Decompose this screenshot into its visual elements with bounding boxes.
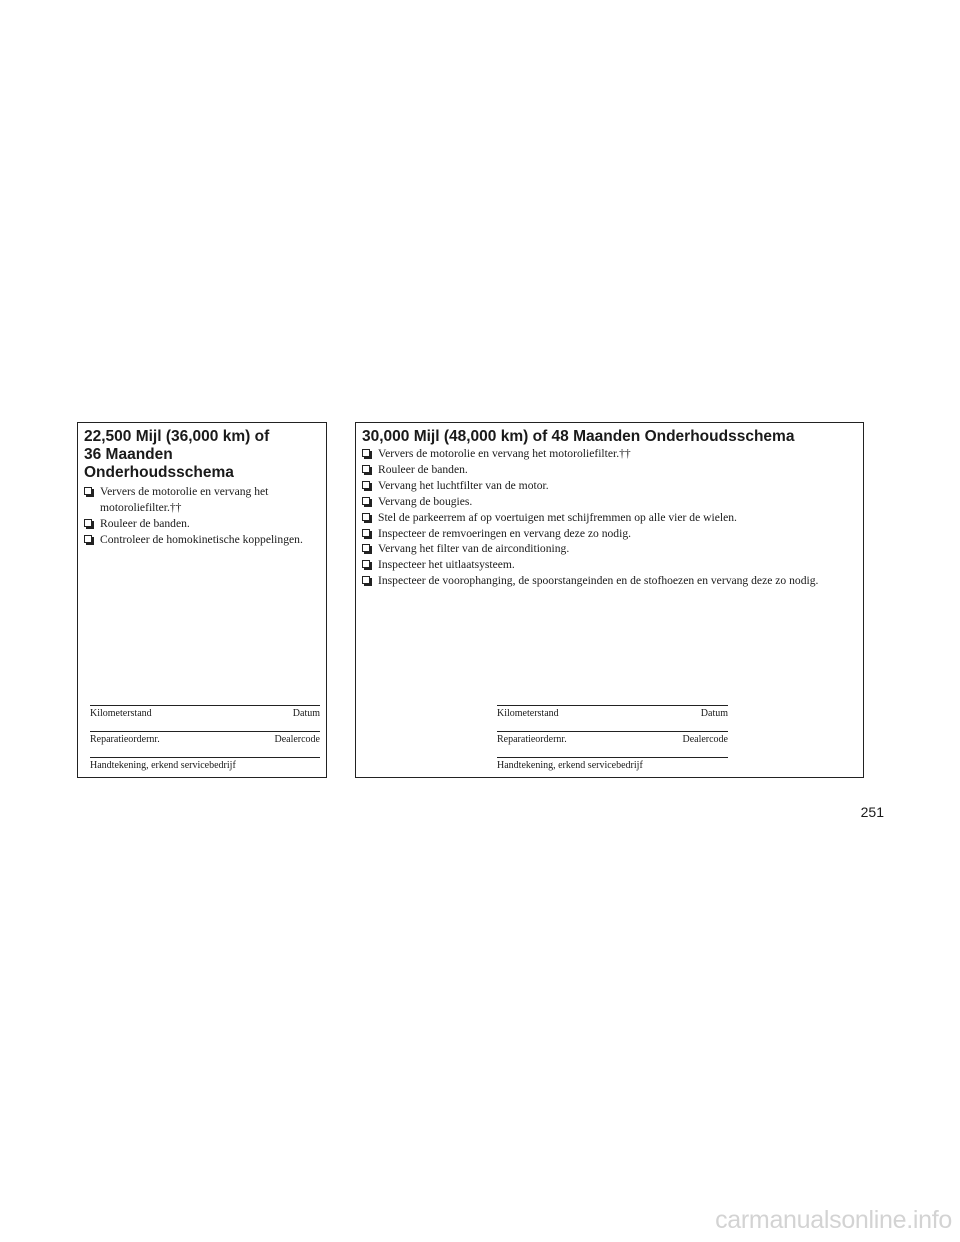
task-label: Vervang het luchtfilter van de motor.: [378, 478, 549, 492]
checkbox-icon[interactable]: [84, 487, 92, 495]
task-item: [362, 494, 857, 510]
dealer-code-label: Dealercode: [274, 734, 320, 745]
title-line: 22,500 Mijl (36,000 km) of: [84, 428, 270, 445]
checkbox-icon[interactable]: [362, 465, 370, 473]
task-item: [84, 532, 324, 548]
checkbox-icon[interactable]: [362, 544, 370, 552]
watermark: carmanualsonline.info: [715, 1206, 952, 1234]
task-item: [362, 478, 857, 494]
checkbox-icon[interactable]: [362, 481, 370, 489]
task-list: [84, 484, 324, 548]
signature-row-signature: [497, 757, 728, 783]
task-item: [362, 541, 857, 557]
task-list: [362, 446, 857, 589]
task-label: Ververs de motorolie en vervang het motoroliefilter.††: [378, 447, 631, 460]
task-label: Inspecteer het uitlaatsysteem.: [378, 558, 515, 572]
task-label: Controleer de homokinetische koppelingen.: [100, 532, 303, 546]
signature-row-order-dealer: [90, 731, 320, 757]
title-line: 36 Maanden: [84, 446, 173, 463]
task-item: [362, 462, 857, 478]
box-title: 30,000 Mijl (48,000 km) of 48 Maanden Onderhoudsschema: [362, 428, 795, 445]
dealer-code-label: Dealercode: [682, 734, 728, 745]
signature-row-odometer-date: [497, 705, 728, 731]
checkbox-icon[interactable]: [84, 535, 92, 543]
task-label: Ververs de motorolie en vervang het motoroliefilter.††: [100, 485, 269, 514]
checkbox-icon[interactable]: [362, 513, 370, 521]
signature-block: [90, 705, 320, 783]
task-item: [362, 510, 857, 526]
repair-order-label: Reparatieordernr.: [497, 734, 567, 745]
task-item: [362, 573, 857, 589]
task-item: [84, 484, 324, 516]
checkbox-icon[interactable]: [84, 519, 92, 527]
task-label: Inspecteer de remvoeringen en vervang deze zo nodig.: [378, 526, 632, 540]
maintenance-box-30000: [355, 422, 864, 778]
signature-block: [497, 705, 728, 783]
task-label: Inspecteer de voorophanging, de spoorstangeinden en de stofhoezen en vervang deze zo nodig.: [378, 574, 819, 588]
task-item: [84, 516, 324, 532]
maintenance-box-22500: [77, 422, 327, 778]
signature-row-signature: [90, 757, 320, 783]
odometer-label: Kilometerstand: [90, 708, 152, 719]
task-item: [362, 446, 857, 462]
page-number: 251: [860, 804, 884, 820]
task-label: Vervang het filter van de airconditioning.: [378, 542, 570, 556]
signature-row-odometer-date: [90, 705, 320, 731]
signature-label: Handtekening, erkend servicebedrijf: [90, 760, 236, 771]
title-line: Onderhoudsschema: [84, 464, 234, 481]
date-label: Datum: [292, 708, 320, 719]
checkbox-icon[interactable]: [362, 560, 370, 568]
task-item: [362, 526, 857, 542]
date-label: Datum: [700, 708, 728, 719]
task-label: Vervang de bougies.: [378, 494, 473, 508]
task-label: Stel de parkeerrem af op voertuigen met schijfremmen op alle vier de wielen.: [378, 510, 737, 524]
checkbox-icon[interactable]: [362, 529, 370, 537]
repair-order-label: Reparatieordernr.: [90, 734, 160, 745]
checkbox-icon[interactable]: [362, 497, 370, 505]
checkbox-icon[interactable]: [362, 576, 370, 584]
task-item: [362, 557, 857, 573]
task-label: Rouleer de banden.: [100, 516, 190, 530]
signature-row-order-dealer: [497, 731, 728, 757]
odometer-label: Kilometerstand: [497, 708, 559, 719]
task-label: Rouleer de banden.: [378, 462, 468, 476]
box-title: [84, 428, 320, 482]
signature-label: Handtekening, erkend servicebedrijf: [497, 760, 643, 771]
checkbox-icon[interactable]: [362, 449, 370, 457]
